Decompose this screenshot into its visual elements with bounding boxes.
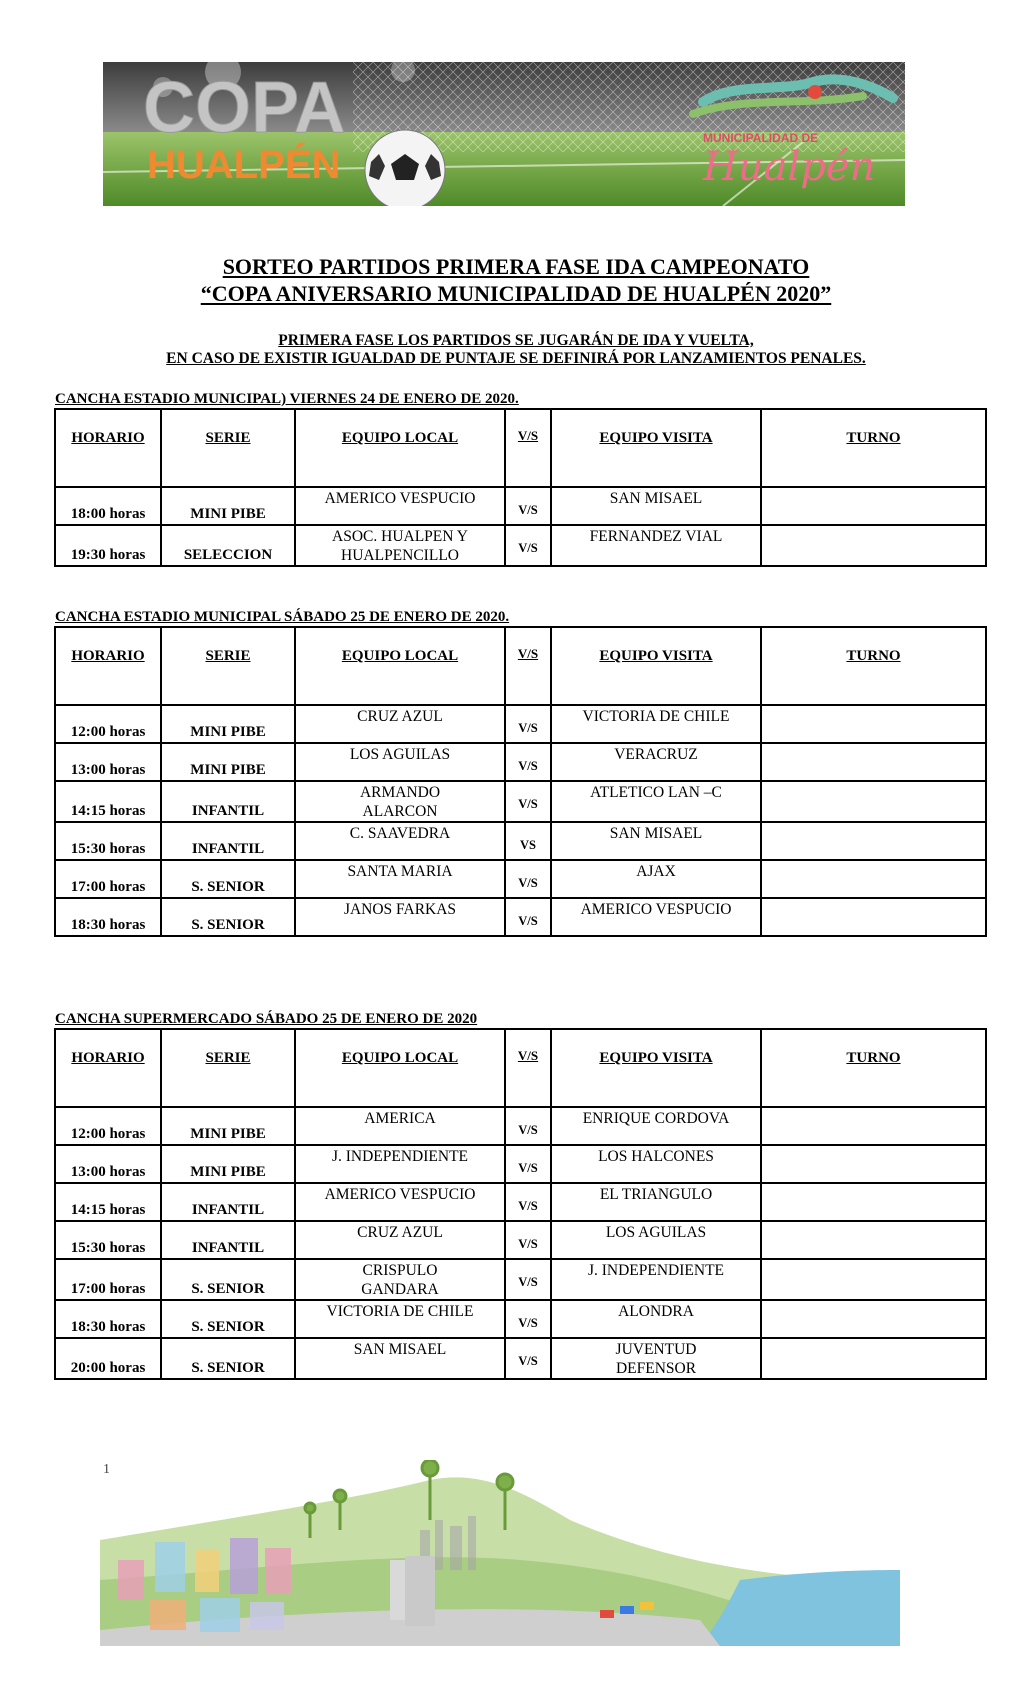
vs-cell bbox=[505, 860, 551, 898]
equipo-visita-cell bbox=[551, 525, 761, 566]
equipo-visita-text: ENRIQUE CORDOVA bbox=[582, 1110, 730, 1127]
horario-cell bbox=[55, 743, 161, 781]
equipo-visita-text: AJAX bbox=[636, 863, 676, 880]
horario-text: 18:00 horas bbox=[70, 506, 146, 522]
soccer-ball-icon bbox=[365, 130, 445, 206]
match-row bbox=[55, 1259, 986, 1300]
horario-cell bbox=[55, 1300, 161, 1338]
equipo-local-cell bbox=[295, 525, 505, 566]
horario-cell bbox=[55, 525, 161, 566]
horario-cell bbox=[55, 487, 161, 525]
serie-text: S. SENIOR bbox=[191, 1281, 265, 1297]
equipo-visita-cell bbox=[551, 1259, 761, 1300]
serie-cell bbox=[161, 1221, 295, 1259]
equipo-visita-cell bbox=[551, 860, 761, 898]
match-row bbox=[55, 487, 986, 525]
vs-cell bbox=[505, 1183, 551, 1221]
vs-cell bbox=[505, 1338, 551, 1379]
equipo-local-text: VICTORIA DE CHILE bbox=[326, 1303, 474, 1320]
serie-text: MINI PIBE bbox=[190, 724, 266, 740]
serie-text: INFANTIL bbox=[191, 1240, 265, 1256]
equipo-local-cell bbox=[295, 705, 505, 743]
turno-text bbox=[762, 782, 985, 783]
schedule-table bbox=[54, 408, 987, 567]
horario-text: 14:15 horas bbox=[70, 803, 146, 819]
banner-image bbox=[103, 62, 905, 206]
equipo-visita-text: FERNANDEZ VIAL bbox=[589, 528, 723, 545]
equipo-local-text: AMERICO VESPUCIO bbox=[324, 1186, 476, 1203]
equipo-visita-cell bbox=[551, 1221, 761, 1259]
equipo-visita-text: ATLETICO LAN –C bbox=[590, 784, 722, 801]
document-title bbox=[0, 253, 1032, 307]
horario-text: 13:00 horas bbox=[70, 762, 146, 778]
copa-logo-text: COPA bbox=[143, 68, 346, 148]
equipo-local-cell bbox=[295, 1221, 505, 1259]
vs-text: V/S bbox=[518, 721, 538, 735]
header-equipo-local: EQUIPO LOCAL bbox=[295, 627, 505, 705]
turno-cell bbox=[761, 781, 986, 822]
header-serie: SERIE bbox=[161, 409, 295, 487]
turno-cell bbox=[761, 822, 986, 860]
vs-text: V/S bbox=[518, 1199, 538, 1213]
turno-cell bbox=[761, 1145, 986, 1183]
turno-text bbox=[762, 1222, 985, 1223]
match-row bbox=[55, 525, 986, 566]
vs-cell bbox=[505, 487, 551, 525]
horario-text: 17:00 horas bbox=[70, 879, 146, 895]
horario-cell bbox=[55, 860, 161, 898]
equipo-visita-text: LOS HALCONES bbox=[598, 1148, 714, 1165]
title-line-2: “COPA ANIVERSARIO MUNICIPALIDAD DE HUALPÉN 2020” bbox=[200, 281, 832, 306]
section-heading: CANCHA ESTADIO MUNICIPAL) VIERNES 24 DE ENERO DE 2020. bbox=[55, 391, 519, 407]
vs-text: VS bbox=[520, 838, 536, 852]
turno-cell bbox=[761, 1183, 986, 1221]
header-equipo-visita: EQUIPO VISITA bbox=[551, 627, 761, 705]
header-vs: V/S bbox=[505, 1029, 551, 1107]
serie-cell bbox=[161, 743, 295, 781]
city-illustration bbox=[100, 1460, 900, 1646]
equipo-local-text: CRUZ AZUL bbox=[357, 708, 443, 725]
serie-cell bbox=[161, 898, 295, 936]
serie-cell bbox=[161, 1145, 295, 1183]
horario-text: 12:00 horas bbox=[70, 724, 146, 740]
header-turno: TURNO bbox=[761, 627, 986, 705]
turno-text bbox=[762, 899, 985, 900]
equipo-visita-text: LOS AGUILAS bbox=[605, 1224, 707, 1241]
equipo-local-cell bbox=[295, 1145, 505, 1183]
serie-cell bbox=[161, 1107, 295, 1145]
equipo-visita-text: JUVENTUD DEFENSOR bbox=[615, 1341, 697, 1377]
equipo-local-cell bbox=[295, 860, 505, 898]
match-row bbox=[55, 860, 986, 898]
vs-text: V/S bbox=[518, 541, 538, 555]
horario-text: 18:30 horas bbox=[70, 1319, 146, 1335]
match-row bbox=[55, 822, 986, 860]
svg-text:MUNICIPALIDAD DE: MUNICIPALIDAD DE bbox=[703, 131, 819, 145]
header-vs: V/S bbox=[505, 627, 551, 705]
turno-cell bbox=[761, 1338, 986, 1379]
equipo-local-text: AMERICA bbox=[364, 1110, 436, 1127]
page-number-bottom: 1 bbox=[103, 1462, 110, 1477]
equipo-local-cell bbox=[295, 1300, 505, 1338]
schedule-table bbox=[54, 1028, 987, 1380]
equipo-visita-cell bbox=[551, 1300, 761, 1338]
equipo-local-text: ASOC. HUALPEN Y HUALPENCILLO bbox=[332, 528, 468, 564]
serie-cell bbox=[161, 487, 295, 525]
horario-cell bbox=[55, 1145, 161, 1183]
equipo-visita-text: J. INDEPENDIENTE bbox=[587, 1262, 725, 1279]
horario-text: 14:15 horas bbox=[70, 1202, 146, 1218]
serie-text: MINI PIBE bbox=[190, 1164, 266, 1180]
equipo-local-cell bbox=[295, 1259, 505, 1300]
vs-text: V/S bbox=[518, 1354, 538, 1368]
equipo-local-cell bbox=[295, 898, 505, 936]
horario-cell bbox=[55, 1183, 161, 1221]
serie-text: MINI PIBE bbox=[190, 506, 266, 522]
turno-cell bbox=[761, 705, 986, 743]
vs-cell bbox=[505, 743, 551, 781]
equipo-local-text: J. INDEPENDIENTE bbox=[331, 1148, 469, 1165]
header-equipo-visita: EQUIPO VISITA bbox=[551, 1029, 761, 1107]
equipo-local-cell bbox=[295, 743, 505, 781]
vs-cell bbox=[505, 1107, 551, 1145]
horario-text: 19:30 horas bbox=[70, 547, 146, 563]
match-row bbox=[55, 781, 986, 822]
equipo-visita-cell bbox=[551, 822, 761, 860]
header-horario: HORARIO bbox=[55, 409, 161, 487]
header-equipo-local: EQUIPO LOCAL bbox=[295, 409, 505, 487]
vs-cell bbox=[505, 781, 551, 822]
equipo-local-text: LOS AGUILAS bbox=[349, 746, 451, 763]
vs-cell bbox=[505, 822, 551, 860]
horario-text: 20:00 horas bbox=[70, 1360, 146, 1376]
turno-cell bbox=[761, 860, 986, 898]
turno-text bbox=[762, 744, 985, 745]
schedule-table bbox=[54, 626, 987, 937]
equipo-local-text: CRUZ AZUL bbox=[357, 1224, 443, 1241]
turno-text bbox=[762, 1184, 985, 1185]
serie-cell bbox=[161, 1300, 295, 1338]
header-horario: HORARIO bbox=[55, 627, 161, 705]
turno-cell bbox=[761, 1300, 986, 1338]
title-line-1: SORTEO PARTIDOS PRIMERA FASE IDA CAMPEONATO bbox=[222, 254, 810, 279]
vs-text: V/S bbox=[518, 876, 538, 890]
vs-cell bbox=[505, 898, 551, 936]
equipo-local-cell bbox=[295, 822, 505, 860]
vs-text: V/S bbox=[518, 797, 538, 811]
header-turno: TURNO bbox=[761, 1029, 986, 1107]
turno-cell bbox=[761, 743, 986, 781]
horario-cell bbox=[55, 1338, 161, 1379]
turno-cell bbox=[761, 487, 986, 525]
equipo-local-text: JANOS FARKAS bbox=[343, 901, 457, 918]
equipo-visita-text: SAN MISAEL bbox=[609, 490, 703, 507]
vs-text: V/S bbox=[518, 503, 538, 517]
horario-cell bbox=[55, 705, 161, 743]
rules-line-2: EN CASO DE EXISTIR IGUALDAD DE PUNTAJE SE DEFINIRÁ POR LANZAMIENTOS PENALES. bbox=[166, 350, 866, 367]
turno-cell bbox=[761, 1107, 986, 1145]
equipo-visita-text: SAN MISAEL bbox=[609, 825, 703, 842]
equipo-visita-text: EL TRIANGULO bbox=[599, 1186, 713, 1203]
turno-cell bbox=[761, 1259, 986, 1300]
equipo-visita-cell bbox=[551, 1183, 761, 1221]
match-row bbox=[55, 898, 986, 936]
equipo-local-text: CRISPULO GANDARA bbox=[361, 1262, 439, 1298]
match-row bbox=[55, 1300, 986, 1338]
equipo-visita-cell bbox=[551, 781, 761, 822]
serie-text: S. SENIOR bbox=[191, 1319, 265, 1335]
header-equipo-visita: EQUIPO VISITA bbox=[551, 409, 761, 487]
vs-text: V/S bbox=[518, 1161, 538, 1175]
serie-cell bbox=[161, 1183, 295, 1221]
vs-cell bbox=[505, 1221, 551, 1259]
equipo-visita-cell bbox=[551, 487, 761, 525]
horario-cell bbox=[55, 1221, 161, 1259]
header-turno: TURNO bbox=[761, 409, 986, 487]
serie-cell bbox=[161, 1259, 295, 1300]
serie-text: INFANTIL bbox=[191, 803, 265, 819]
serie-text: S. SENIOR bbox=[191, 917, 265, 933]
match-row bbox=[55, 1221, 986, 1259]
serie-cell bbox=[161, 822, 295, 860]
equipo-local-cell bbox=[295, 487, 505, 525]
vs-cell bbox=[505, 705, 551, 743]
vs-text: V/S bbox=[518, 914, 538, 928]
vs-text: V/S bbox=[518, 1275, 538, 1289]
equipo-local-text: AMERICO VESPUCIO bbox=[324, 490, 476, 507]
horario-text: 12:00 horas bbox=[70, 1126, 146, 1142]
header-equipo-local: EQUIPO LOCAL bbox=[295, 1029, 505, 1107]
section-heading: CANCHA SUPERMERCADO SÁBADO 25 DE ENERO DE 2020 bbox=[55, 1011, 478, 1027]
city-illustration-footer bbox=[100, 1460, 900, 1646]
serie-cell bbox=[161, 525, 295, 566]
serie-text: INFANTIL bbox=[191, 1202, 265, 1218]
header-horario: HORARIO bbox=[55, 1029, 161, 1107]
equipo-local-cell bbox=[295, 1338, 505, 1379]
horario-cell bbox=[55, 898, 161, 936]
equipo-local-text: SANTA MARIA bbox=[347, 863, 453, 880]
horario-text: 18:30 horas bbox=[70, 917, 146, 933]
section-heading: CANCHA ESTADIO MUNICIPAL SÁBADO 25 DE ENERO DE 2020. bbox=[55, 609, 510, 625]
equipo-visita-cell bbox=[551, 743, 761, 781]
vs-text: V/S bbox=[518, 1123, 538, 1137]
horario-cell bbox=[55, 822, 161, 860]
vs-cell bbox=[505, 1145, 551, 1183]
serie-text: INFANTIL bbox=[191, 841, 265, 857]
turno-text bbox=[762, 1301, 985, 1302]
svg-text:Hualpén: Hualpén bbox=[703, 144, 876, 190]
equipo-visita-text: ALONDRA bbox=[618, 1303, 694, 1320]
turno-text bbox=[762, 823, 985, 824]
turno-text bbox=[762, 1146, 985, 1147]
vs-text: V/S bbox=[518, 1316, 538, 1330]
equipo-visita-cell bbox=[551, 1107, 761, 1145]
vs-text: V/S bbox=[518, 1237, 538, 1251]
equipo-visita-cell bbox=[551, 1338, 761, 1379]
turno-text bbox=[762, 488, 985, 489]
serie-cell bbox=[161, 781, 295, 822]
equipo-visita-text: VERACRUZ bbox=[614, 746, 698, 763]
turno-text bbox=[762, 861, 985, 862]
turno-text bbox=[762, 1260, 985, 1261]
rules-line-1: PRIMERA FASE LOS PARTIDOS SE JUGARÁN DE IDA Y VUELTA, bbox=[278, 332, 754, 349]
serie-cell bbox=[161, 705, 295, 743]
serie-cell bbox=[161, 1338, 295, 1379]
vs-cell bbox=[505, 1259, 551, 1300]
equipo-visita-cell bbox=[551, 705, 761, 743]
horario-text: 17:00 horas bbox=[70, 1281, 146, 1297]
vs-cell bbox=[505, 1300, 551, 1338]
equipo-local-text: C. SAAVEDRA bbox=[349, 825, 451, 842]
equipo-local-text: ARMANDO ALARCON bbox=[359, 784, 441, 820]
turno-cell bbox=[761, 898, 986, 936]
copa-hualpen-banner bbox=[103, 62, 905, 206]
serie-cell bbox=[161, 860, 295, 898]
header-serie: SERIE bbox=[161, 1029, 295, 1107]
match-row bbox=[55, 1183, 986, 1221]
vs-text: V/S bbox=[518, 759, 538, 773]
turno-cell bbox=[761, 525, 986, 566]
horario-text: 13:00 horas bbox=[70, 1164, 146, 1180]
equipo-visita-cell bbox=[551, 898, 761, 936]
horario-text: 15:30 horas bbox=[70, 841, 146, 857]
horario-cell bbox=[55, 781, 161, 822]
rules-note bbox=[0, 332, 1032, 368]
turno-text bbox=[762, 1108, 985, 1109]
equipo-local-cell bbox=[295, 1107, 505, 1145]
horario-text: 15:30 horas bbox=[70, 1240, 146, 1256]
horario-cell bbox=[55, 1107, 161, 1145]
serie-text: MINI PIBE bbox=[190, 1126, 266, 1142]
match-row bbox=[55, 705, 986, 743]
equipo-visita-cell bbox=[551, 1145, 761, 1183]
vs-cell bbox=[505, 525, 551, 566]
header-serie: SERIE bbox=[161, 627, 295, 705]
equipo-visita-text: VICTORIA DE CHILE bbox=[582, 708, 730, 725]
turno-text bbox=[762, 526, 985, 527]
equipo-local-text: SAN MISAEL bbox=[353, 1341, 447, 1358]
serie-text: MINI PIBE bbox=[190, 762, 266, 778]
match-row bbox=[55, 1145, 986, 1183]
serie-text: S. SENIOR bbox=[191, 1360, 265, 1376]
match-row bbox=[55, 743, 986, 781]
equipo-local-cell bbox=[295, 1183, 505, 1221]
serie-text: S. SENIOR bbox=[191, 879, 265, 895]
turno-text bbox=[762, 1339, 985, 1340]
match-row bbox=[55, 1338, 986, 1379]
turno-cell bbox=[761, 1221, 986, 1259]
serie-text: SELECCION bbox=[183, 547, 273, 563]
header-vs: V/S bbox=[505, 409, 551, 487]
horario-cell bbox=[55, 1259, 161, 1300]
equipo-local-cell bbox=[295, 781, 505, 822]
hualpen-logo-text: HUALPÉN bbox=[147, 143, 341, 187]
turno-text bbox=[762, 706, 985, 707]
equipo-visita-text: AMERICO VESPUCIO bbox=[580, 901, 732, 918]
match-row bbox=[55, 1107, 986, 1145]
